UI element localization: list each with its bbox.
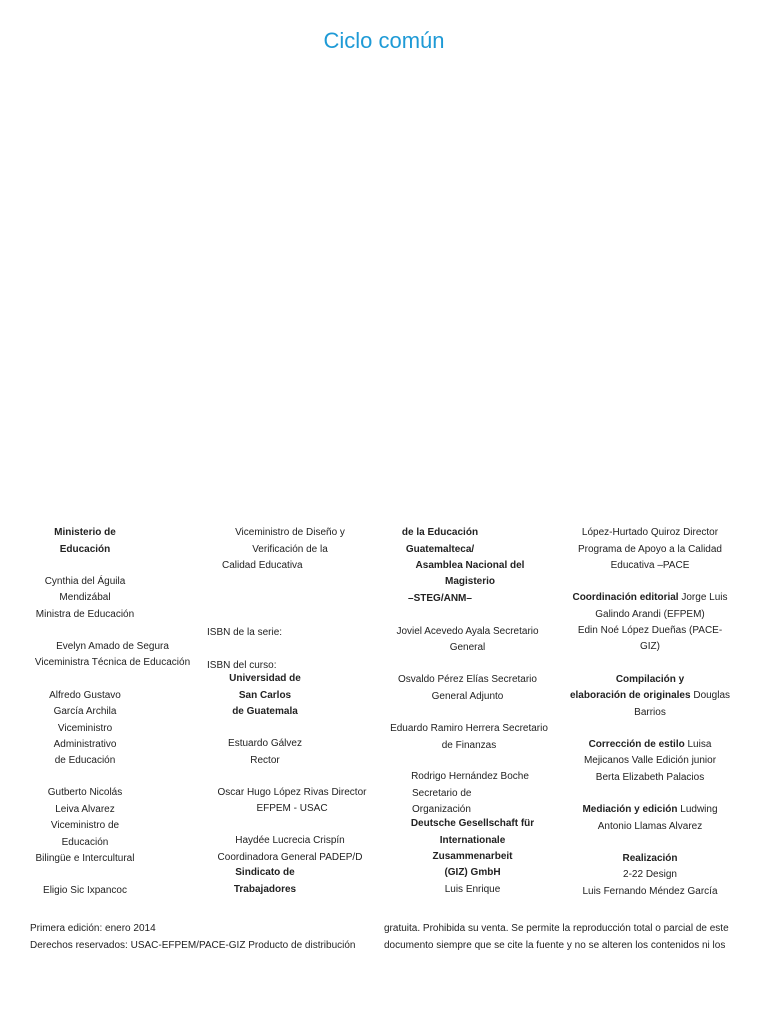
university-heading: de Guatemala — [232, 706, 298, 717]
university-heading: San Carlos — [238, 690, 292, 701]
credit-line: Coordinadora General PADEP/D — [217, 852, 363, 863]
credit-line: Antonio Llamas Alvarez — [597, 821, 703, 832]
credit-line: General — [449, 642, 486, 653]
credit-line: Viceministro de Diseño y — [235, 527, 345, 538]
university-heading: Universidad de — [229, 673, 301, 684]
rights-line: Derechos reservados: USAC-EFPEM/PACE-GIZ Producto de distribución — [30, 940, 356, 951]
credit-line: Programa de Apoyo a la Calidad — [578, 544, 722, 555]
giz-heading: Zusammenarbeit — [432, 851, 513, 862]
ministry-heading: Ministerio de — [54, 527, 116, 538]
credit-line: Eduardo Ramiro Herrera Secretario — [390, 723, 548, 734]
credit-line: Luis Fernando Méndez García — [582, 886, 718, 897]
role-label: Mediación y edición — [582, 804, 678, 815]
credit-line: 2-22 Design — [623, 869, 677, 880]
credit-line: Estuardo Gálvez — [228, 738, 302, 749]
credit-line — [565, 592, 735, 604]
giz-heading: Internationale — [439, 835, 506, 846]
credit-line: Administrativo — [53, 739, 117, 750]
union-heading: Magisterio — [444, 576, 495, 587]
edition-line: Primera edición: enero 2014 — [30, 923, 156, 934]
credit-line: Viceministro — [57, 723, 113, 734]
credit-line: Mendizábal — [59, 592, 111, 603]
union-heading: Asamblea Nacional del — [415, 560, 525, 571]
credit-line: Educativa –PACE — [610, 560, 690, 571]
credit-name: Jorge Luis — [678, 592, 728, 603]
page-title: Ciclo común — [323, 28, 445, 53]
credit-line: Luis Enrique — [444, 884, 501, 895]
rights-line: gratuita. Prohibida su venta. Se permite la reproducción total o parcial de este — [384, 923, 729, 934]
union-heading: Sindicato de — [235, 867, 295, 878]
credit-line: Galindo Arandi (EFPEM) — [595, 609, 705, 620]
credit-line: Joviel Acevedo Ayala Secretario — [396, 626, 539, 637]
credit-line: GIZ) — [640, 641, 660, 652]
credit-line: Evelyn Amado de Segura — [56, 641, 169, 652]
credit-line — [565, 739, 735, 751]
credit-line: Viceministro de — [50, 820, 120, 831]
credit-line: Leiva Alvarez — [55, 804, 115, 815]
credit-line: General Adjunto — [431, 691, 504, 702]
credit-line: Berta Elizabeth Palacios — [595, 772, 705, 783]
credit-line: de Finanzas — [441, 740, 497, 751]
credit-line: EFPEM - USAC — [256, 803, 328, 814]
credit-line: Haydée Lucrecia Crispín — [235, 835, 345, 846]
union-heading: de la Educación — [401, 527, 479, 538]
credit-line: Oscar Hugo López Rivas Director — [217, 787, 367, 798]
credit-line: Ministra de Educación — [35, 609, 135, 620]
credit-line: Mejicanos Valle Edición junior — [583, 755, 717, 766]
credit-line: Osvaldo Pérez Elías Secretario — [398, 674, 537, 685]
credit-name: Douglas — [690, 690, 731, 701]
credit-line: Gutberto Nicolás — [47, 787, 123, 798]
union-heading: –STEG/ANM– — [408, 593, 472, 604]
isbn-series: ISBN de la serie: — [207, 627, 283, 638]
giz-heading: (GIZ) GmbH — [444, 867, 501, 878]
credit-line: Organización — [412, 804, 471, 815]
isbn-course: ISBN del curso: — [207, 660, 277, 671]
credit-line — [562, 690, 738, 702]
ministry-heading: Educación — [59, 544, 111, 555]
credit-line: Bilingüe e Intercultural — [35, 853, 135, 864]
role-label: elaboración de originales — [569, 690, 691, 701]
credit-line: García Archila — [53, 706, 117, 717]
credit-line: Edin Noé López Dueñas (PACE- — [577, 625, 723, 636]
role-label: Corrección de estilo — [588, 739, 685, 750]
credit-line: Alfredo Gustavo — [49, 690, 121, 701]
credit-line: López-Hurtado Quiroz Director — [581, 527, 719, 538]
credit-line: Secretario de — [412, 788, 472, 799]
credit-line: Verificación de la — [252, 544, 328, 555]
credit-name: Ludwing — [677, 804, 718, 815]
union-heading: Guatemalteca/ — [405, 544, 475, 555]
role-label: Realización — [622, 853, 678, 864]
credit-line: de Educación — [54, 755, 116, 766]
union-heading: Trabajadores — [233, 884, 297, 895]
credit-line: Barrios — [634, 707, 666, 718]
role-label: Coordinación editorial — [572, 592, 679, 603]
credit-line: Educación — [61, 837, 109, 848]
giz-heading: Deutsche Gesellschaft für — [410, 818, 535, 829]
credit-line — [565, 804, 735, 816]
credit-line: Eligio Sic Ixpancoc — [43, 885, 127, 896]
credit-line: Viceministra Técnica de Educación — [34, 657, 191, 668]
credit-line: Rector — [250, 755, 280, 766]
credit-line: Rodrigo Hernández Boche — [411, 771, 529, 782]
credit-line: Cynthia del Águila — [44, 576, 126, 587]
credit-name: Luisa — [684, 739, 712, 750]
credit-line: Calidad Educativa — [222, 560, 303, 571]
rights-line: documento siempre que se cite la fuente y no se alteren los contenidos ni los — [384, 940, 726, 951]
role-label: Compilación y — [615, 674, 685, 685]
